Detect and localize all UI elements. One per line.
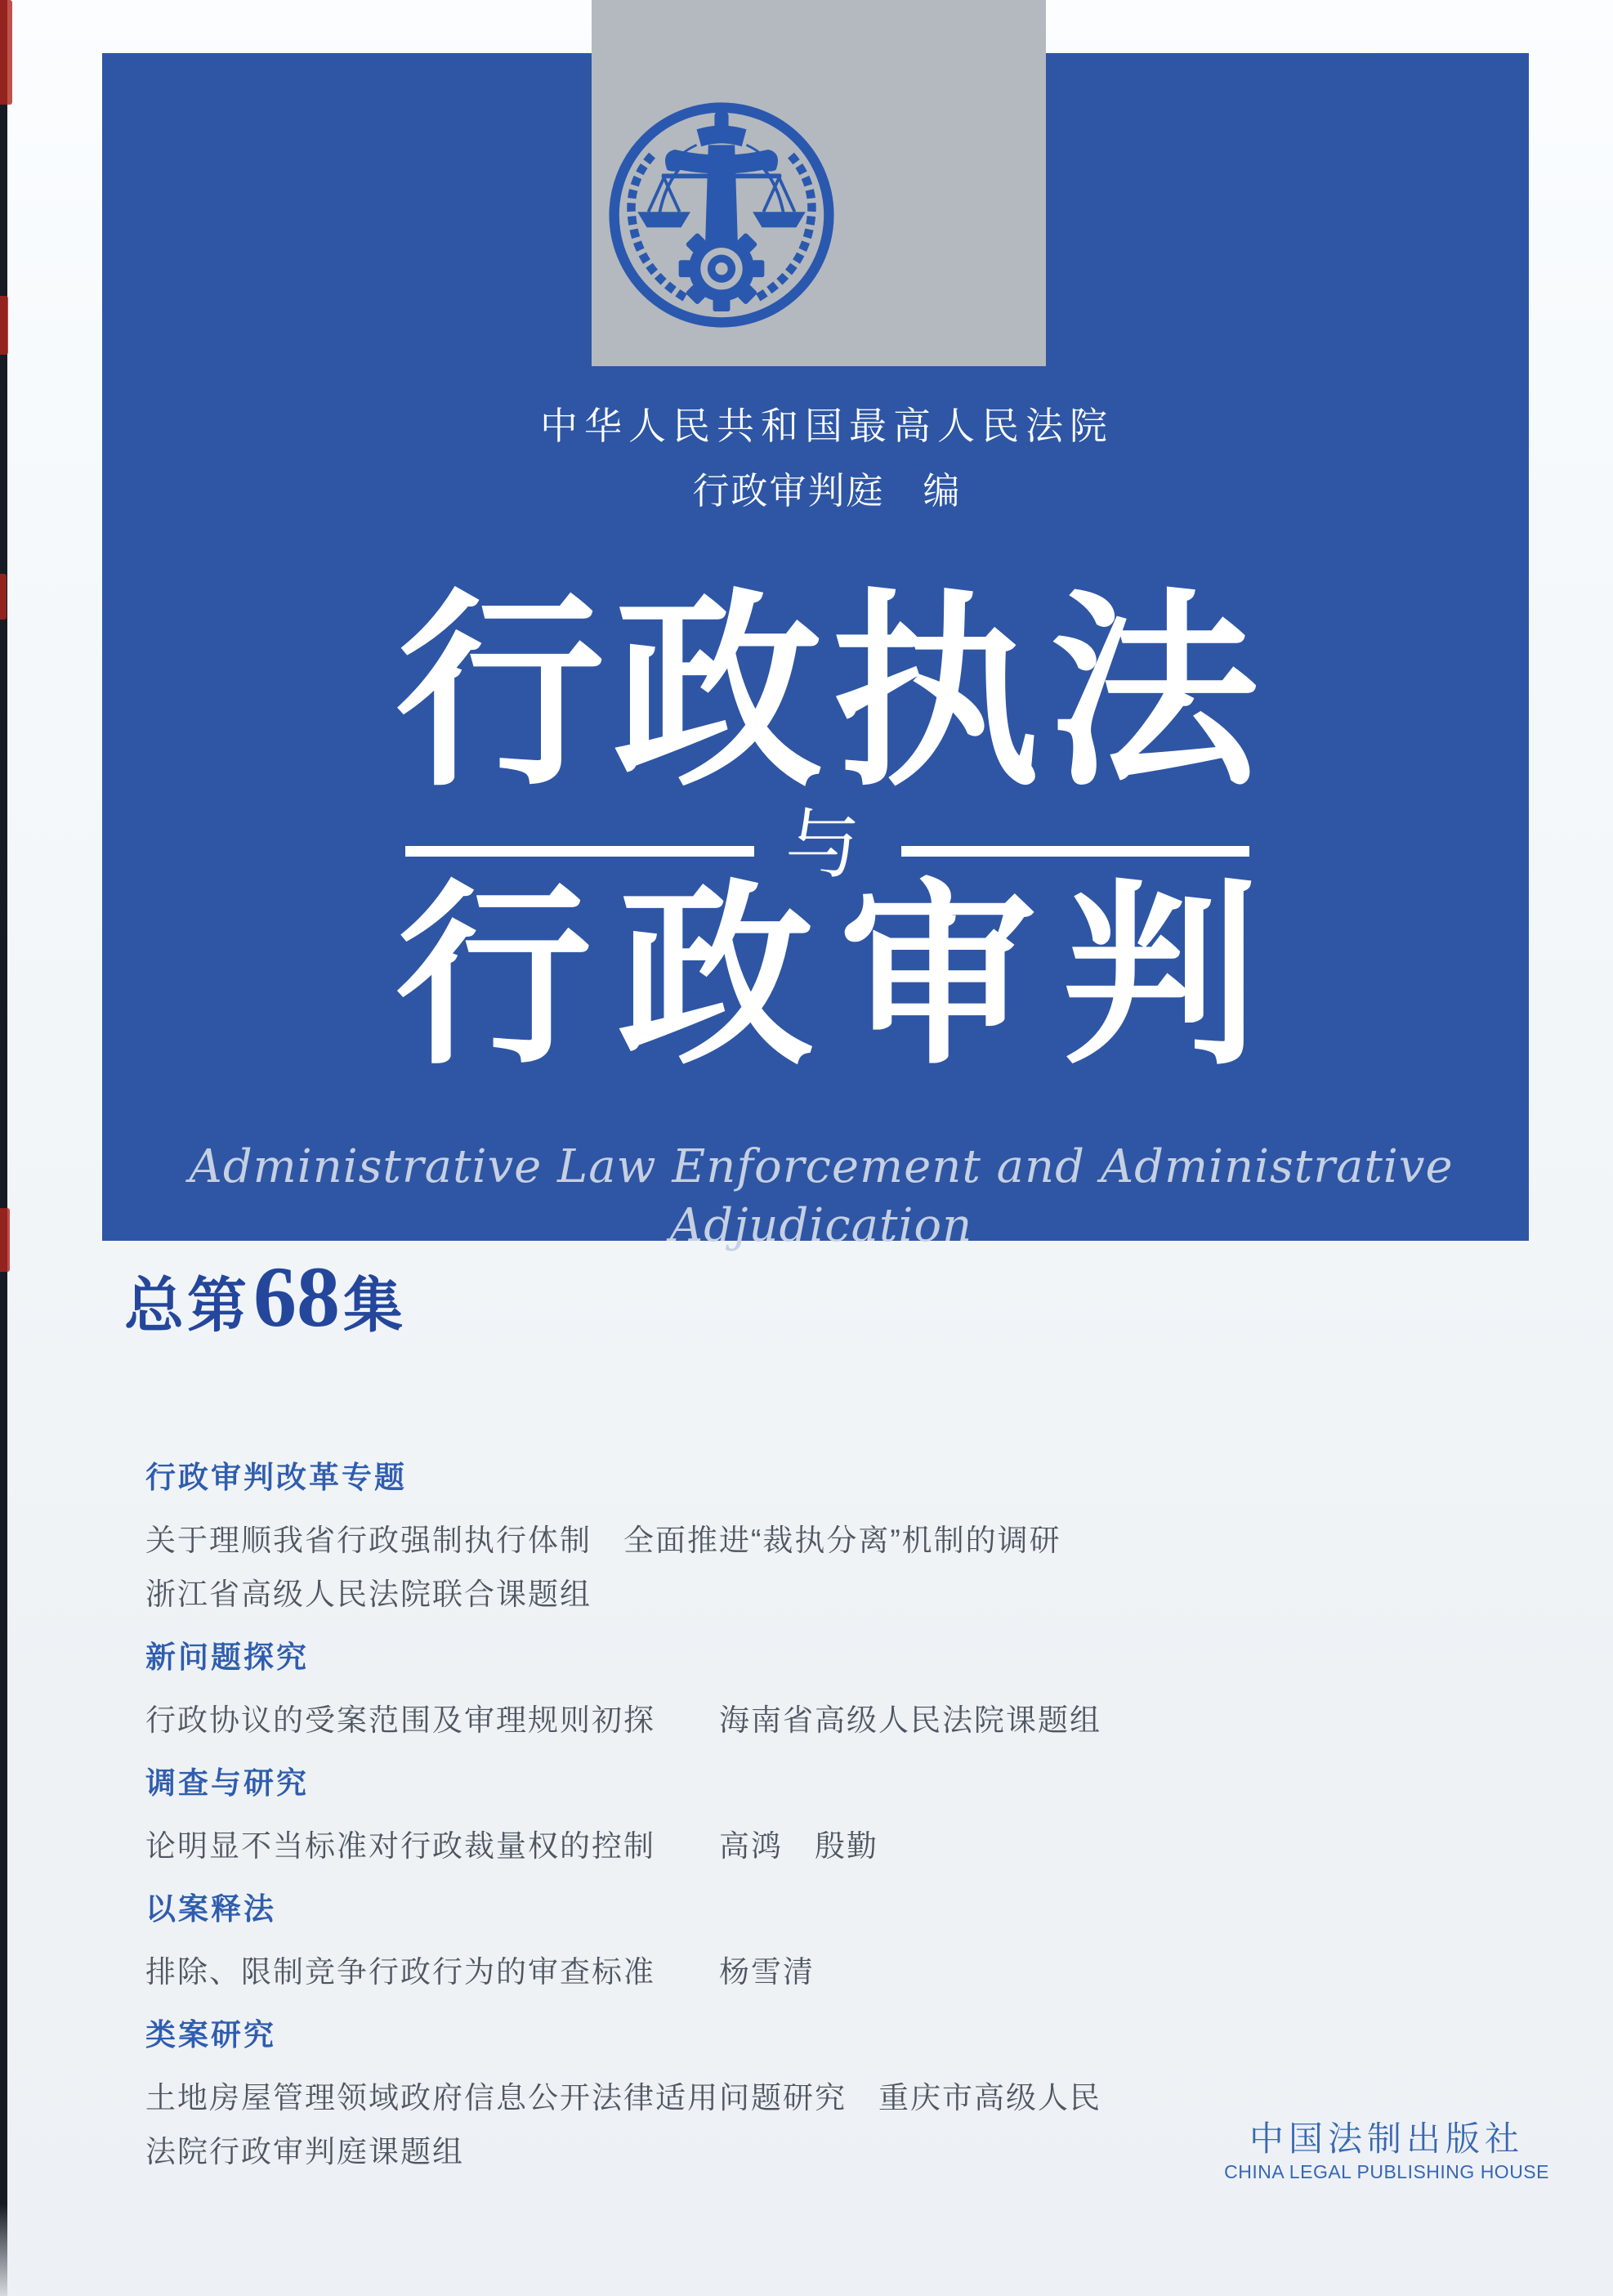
toc-lines (145, 1514, 1200, 1622)
toc-lines (145, 1694, 1200, 1748)
title-char: 判 (1061, 870, 1258, 1087)
title-char: 政 (613, 580, 823, 811)
toc-line: 关于理顺我省行政强制执行体制 全面推进“裁执分离”机制的调研 (145, 1524, 1061, 1557)
toc-line: 土地房屋管理领域政府信息公开法律适用问题研究 重庆市高级人民 (145, 2081, 1101, 2115)
toc-lines (145, 1819, 1200, 1873)
toc-heading: 行政审判改革专题 (145, 1461, 407, 1494)
english-subtitle: Administrative Law Enforcement and Administrative Adjudication (189, 1140, 1454, 1252)
editor-division: 行政审判庭 编 (692, 470, 962, 512)
court-emblem-icon (605, 101, 838, 329)
title-char: 法 (1048, 580, 1258, 811)
main-title-line1 (395, 579, 1258, 812)
title-char: 执 (831, 580, 1041, 811)
toc-heading: 新问题探究 (145, 1640, 309, 1674)
table-of-contents (145, 1460, 1200, 2197)
title-char: 审 (839, 870, 1036, 1087)
main-title-line2 (395, 870, 1258, 1087)
toc-section (145, 1640, 1200, 1748)
toc-heading: 调查与研究 (145, 1766, 309, 1800)
title-char: 行 (395, 580, 605, 811)
toc-line: 论明显不当标准对行政裁量权的控制 高鸿 殷勤 (145, 1829, 878, 1863)
toc-heading: 以案释法 (145, 1892, 276, 1926)
volume-suffix: 集 (343, 1273, 406, 1339)
toc-line: 浙江省高级人民法院联合课题组 (145, 1578, 592, 1611)
publisher-name-cn: 中国法制出版社 (1249, 2119, 1525, 2158)
toc-lines (145, 2071, 1200, 2179)
title-char: 政 (617, 870, 814, 1087)
scan-red-artifact (0, 1208, 10, 1272)
scan-red-artifact (0, 296, 8, 355)
publisher-name-en: CHINA LEGAL PUBLISHING HOUSE (1224, 2161, 1549, 2182)
publisher-block (1224, 2119, 1549, 2183)
editor-institution: 中华人民共和国最高人民法院 (540, 405, 1114, 447)
volume-number: 68 (253, 1249, 340, 1345)
volume-prefix: 总第 (124, 1273, 250, 1339)
toc-section (145, 1891, 1200, 1999)
toc-section (145, 1460, 1200, 1622)
title-char: 行 (395, 870, 592, 1087)
toc-line: 行政协议的受案范围及审理规则初探 海南省高级人民法院课题组 (145, 1703, 1101, 1737)
toc-line: 排除、限制竞争行政行为的审查标准 杨雪清 (145, 1955, 815, 1989)
title-conjunction: 与 (784, 803, 860, 887)
title-divider-right (901, 846, 1249, 857)
volume-label (124, 1247, 406, 1347)
toc-section (145, 1766, 1200, 1873)
scan-red-artifact (0, 0, 12, 105)
toc-heading: 类案研究 (145, 2018, 276, 2052)
toc-line: 法院行政审判庭课题组 (145, 2135, 464, 2168)
toc-lines (145, 1945, 1200, 1999)
toc-section (145, 2017, 1200, 2179)
scan-red-artifact (0, 574, 7, 620)
title-divider-left (405, 846, 754, 857)
emblem-plate (592, 0, 1046, 366)
